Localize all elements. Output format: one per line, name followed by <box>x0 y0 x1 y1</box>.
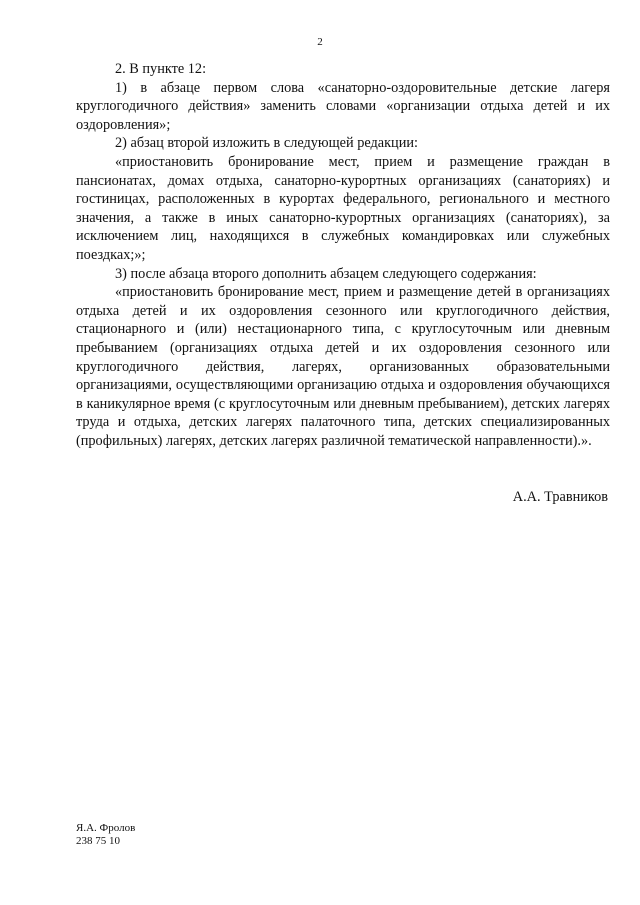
document-body <box>76 60 610 450</box>
executor-block <box>76 822 135 848</box>
paragraph-quote-2: «приостановить бронирование мест, прием и размещение детей в организациях отдыха детей и их оздоровления сезонного или круглогодичного действия, стационарного и (или) нестационарного типа, с круглосуточным или дневным пребыванием (организациях отдыха детей и их оздоровления сезонного или круглогодичного действия, лагерях, организованных образовательными организациями, осуществляющими организацию отдыха и оздоровления обучающихся в каникулярное время (с круглосуточным или дневным пребыванием), детских лагерях труда и отдыха, детских лагерях палаточного типа, детских специализированных (профильных) лагерях, детских лагерях различной тематической направленности).». <box>76 284 610 449</box>
executor-name: Я.А. Фролов <box>76 822 136 834</box>
paragraph-item-heading: 2. В пункте 12: <box>115 61 207 77</box>
executor-phone: 238 75 10 <box>76 835 120 847</box>
paragraph-subitem-2: 2) абзац второй изложить в следующей редакции: <box>115 135 418 152</box>
paragraph-quote-1: «приостановить бронирование мест, прием и размещение граждан в пансионатах, домах отдыха, санаторно-курортных организациях (санаториях) и гостиницах, расположенных в курортах федерального, регионального и местного значения, а также в иных санаторно-курортных организациях (санаториях), за исключением лиц, находящихся в служебных командировках или служебных поездках;»; <box>76 153 610 263</box>
signature-name: А.А. Травников <box>512 489 608 505</box>
paragraph-subitem-3: 3) после абзаца второго дополнить абзацем следующего содержания: <box>115 265 537 282</box>
paragraph-subitem-1: 1) в абзаце первом слова «санаторно-оздоровительные детские лагеря круглогодичного действия» заменить словами «организации отдыха детей и их оздоровления»; <box>76 79 610 133</box>
page-number: 2 <box>317 36 323 48</box>
